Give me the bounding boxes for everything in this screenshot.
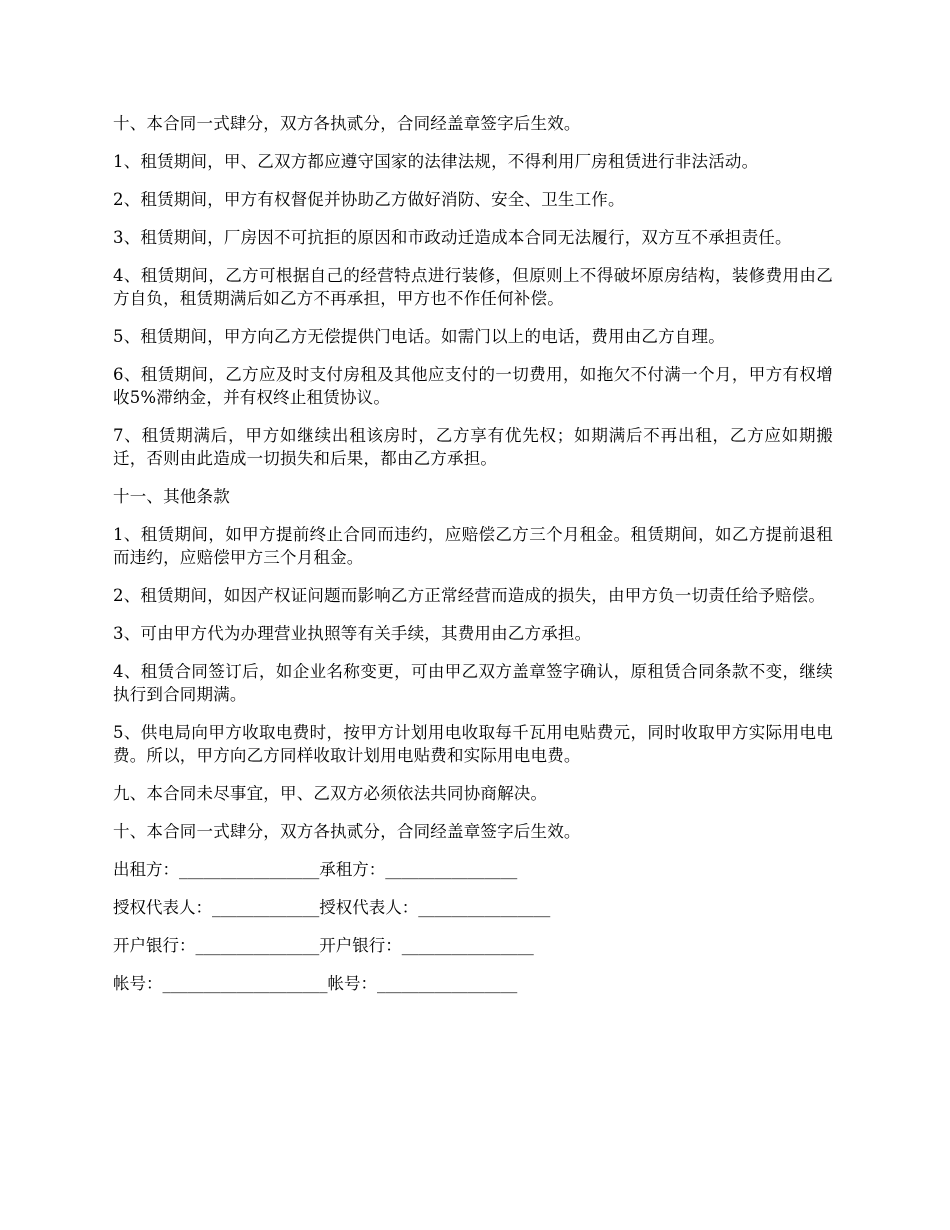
clause-ten-item-7: 7、租赁期满后，甲方如继续出租该房时，乙方享有优先权；如期满后不再出租，乙方应如期搬迁，否则由此造成一切损失和后果，都由乙方承担。 <box>113 426 833 468</box>
clause-ten-repeat: 十、本合同一式肆分，双方各执贰分，合同经盖章签字后生效。 <box>113 822 581 841</box>
clause-nine: 九、本合同未尽事宜，甲、乙双方必须依法共同协商解决。 <box>113 784 548 803</box>
clause-ten: 十、本合同一式肆分，双方各执贰分，合同经盖章签字后生效。 <box>113 114 581 133</box>
signature-row-party <box>113 858 833 881</box>
signature-row-bank <box>113 934 833 957</box>
lessor-bank-field: 开户银行：_______________ <box>113 936 320 955</box>
lessor-representative-field: 授权代表人：_____________ <box>113 898 320 917</box>
section-heading-other-terms: 十一、其他条款 <box>113 487 230 506</box>
lessee-bank-field: 开户银行：________________ <box>319 936 534 955</box>
lessor-account-field: 帐号：____________________ <box>113 974 328 993</box>
other-terms-item-3: 3、可由甲方代为办理营业执照等有关手续，其费用由乙方承担。 <box>113 624 592 643</box>
signature-row-representative <box>113 896 833 919</box>
lessee-account-field: 帐号：_________________ <box>327 974 518 993</box>
lessor-field: 出租方：_________________ <box>113 860 320 879</box>
clause-ten-item-3: 3、租赁期间，厂房因不可抗拒的原因和市政动迁造成本合同无法履行，双方互不承担责任。 <box>113 228 792 247</box>
other-terms-item-2: 2、租赁期间，如因产权证问题而影响乙方正常经营而造成的损失，由甲方负一切责任给予赔偿。 <box>113 586 826 605</box>
clause-ten-item-6: 6、租赁期间，乙方应及时支付房租及其他应支付的一切费用，如拖欠不付满一个月，甲方有权增收5%滞纳金，并有权终止租赁协议。 <box>113 365 833 407</box>
clause-ten-item-2: 2、租赁期间，甲方有权督促并协助乙方做好消防、安全、卫生工作。 <box>113 190 625 209</box>
signature-row-account <box>113 972 833 995</box>
clause-ten-item-1: 1、租赁期间，甲、乙双方都应遵守国家的法律法规，不得利用厂房租赁进行非法活动。 <box>113 152 759 171</box>
clause-ten-item-5: 5、租赁期间，甲方向乙方无偿提供门电话。如需门以上的电话，费用由乙方自理。 <box>113 327 725 346</box>
other-terms-item-5: 5、供电局向甲方收取电费时，按甲方计划用电收取每千瓦用电贴费元，同时收取甲方实际用电电费。所以，甲方向乙方同样收取计划用电贴费和实际用电电费。 <box>113 723 833 765</box>
contract-page <box>113 112 833 1010</box>
lessee-representative-field: 授权代表人：________________ <box>319 898 551 917</box>
other-terms-item-4: 4、租赁合同签订后，如企业名称变更，可由甲乙双方盖章签字确认，原租赁合同条款不变，继续执行到合同期满。 <box>113 662 833 704</box>
other-terms-item-1: 1、租赁期间，如甲方提前终止合同而违约，应赔偿乙方三个月租金。租赁期间，如乙方提前退租而违约，应赔偿甲方三个月租金。 <box>113 525 833 567</box>
clause-ten-item-4: 4、租赁期间，乙方可根据自己的经营特点进行装修，但原则上不得破坏原房结构，装修费用由乙方自负，租赁期满后如乙方不再承担，甲方也不作任何补偿。 <box>113 266 833 308</box>
lessee-field: 承租方：________________ <box>319 860 518 879</box>
